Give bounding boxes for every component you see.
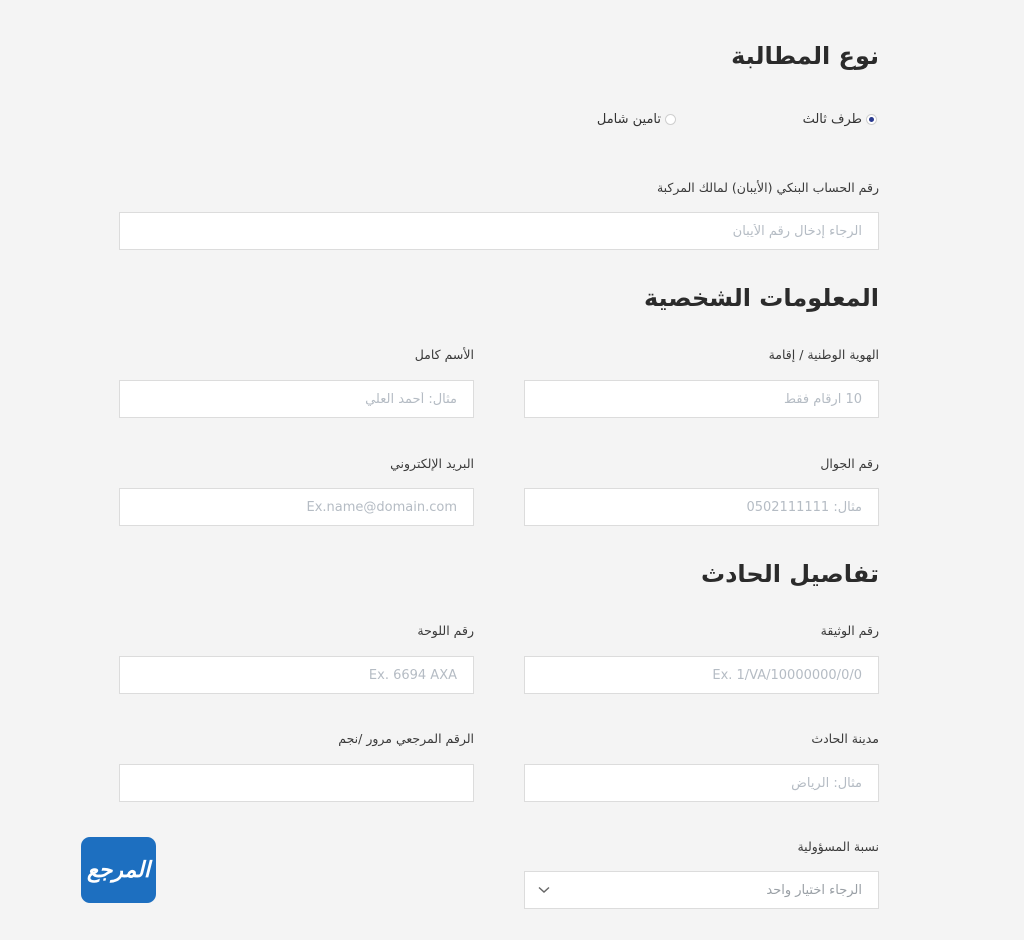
logo-text: المرجع bbox=[87, 857, 150, 883]
national-id-label: الهوية الوطنية / إقامة bbox=[768, 347, 879, 362]
national-id-input[interactable] bbox=[524, 380, 879, 418]
iban-input[interactable] bbox=[119, 212, 879, 250]
policy-number-input[interactable] bbox=[524, 656, 879, 694]
radio-third-party-label: طرف ثالث bbox=[802, 112, 862, 127]
full-name-input[interactable] bbox=[119, 380, 474, 418]
plate-number-input[interactable] bbox=[119, 656, 474, 694]
liability-label: نسبة المسؤولية bbox=[797, 839, 879, 854]
reference-number-label: الرقم المرجعي مرور /نجم bbox=[338, 731, 474, 746]
site-logo bbox=[81, 837, 156, 903]
iban-label: رقم الحساب البنكي (الأيبان) لمالك المركبة bbox=[656, 180, 879, 195]
accident-city-label: مدينة الحادث bbox=[811, 731, 879, 746]
section-title-accident-details: تفاصيل الحادث bbox=[700, 560, 879, 588]
radio-unchecked-icon[interactable] bbox=[665, 114, 676, 125]
full-name-label: الأسم كامل bbox=[414, 347, 474, 362]
liability-selected-value: الرجاء اختيار واحد bbox=[766, 882, 862, 898]
mobile-label: رقم الجوال bbox=[820, 456, 879, 471]
plate-number-label: رقم اللوحة bbox=[417, 623, 474, 638]
email-input[interactable] bbox=[119, 488, 474, 526]
chevron-down-icon[interactable] bbox=[537, 883, 551, 897]
section-title-claim-type: نوع المطالبة bbox=[731, 42, 879, 70]
radio-comprehensive[interactable] bbox=[597, 112, 676, 127]
radio-third-party[interactable] bbox=[803, 112, 877, 127]
mobile-input[interactable] bbox=[524, 488, 879, 526]
policy-number-label: رقم الوثيقة bbox=[820, 623, 879, 638]
section-title-personal-info: المعلومات الشخصية bbox=[643, 284, 879, 312]
radio-checked-icon[interactable] bbox=[866, 114, 877, 125]
email-label: البريد الإلكتروني bbox=[390, 456, 474, 471]
liability-select[interactable] bbox=[524, 871, 879, 909]
accident-city-input[interactable] bbox=[524, 764, 879, 802]
claim-type-radio-group bbox=[119, 112, 879, 132]
reference-number-input[interactable] bbox=[119, 764, 474, 802]
radio-comprehensive-label: تامين شامل bbox=[596, 112, 661, 127]
